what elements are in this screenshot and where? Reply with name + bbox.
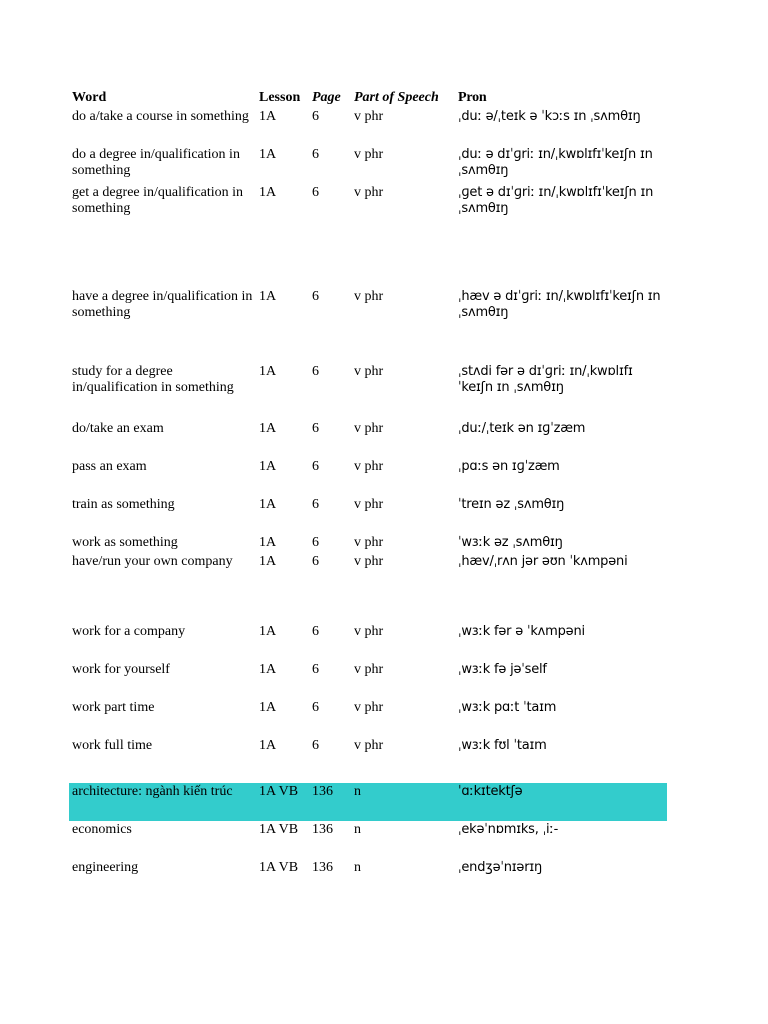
- table-row: [69, 184, 667, 288]
- cell-pron: ˌekəˈnɒmɪks, ˌiː-: [458, 822, 559, 837]
- cell-lesson: 1A: [259, 185, 277, 200]
- header-lesson: Lesson: [259, 90, 301, 105]
- cell-lesson: 1A: [259, 662, 277, 677]
- cell-part-of-speech: v phr: [354, 421, 384, 436]
- table-row: [69, 288, 667, 363]
- cell-part-of-speech: v phr: [354, 662, 384, 677]
- cell-pron: ˌwɜːk fə jəˈself: [458, 662, 547, 677]
- cell-part-of-speech: v phr: [354, 364, 384, 379]
- table-row: [69, 737, 667, 783]
- cell-pron: ˈwɜːk əz ˌsʌmθɪŋ: [458, 535, 563, 550]
- table-body: [69, 108, 667, 897]
- cell-page: 6: [312, 364, 319, 379]
- cell-page: 6: [312, 459, 319, 474]
- cell-pron: ˌhæv ə dɪˈɡriː ɪn/ˌkwɒlɪfɪˈkeɪʃn ɪn ˌsʌmθɪŋ: [458, 289, 661, 320]
- cell-page: 136: [312, 860, 333, 875]
- cell-word: work as something: [72, 535, 178, 550]
- header-pron: Pron: [458, 90, 487, 105]
- cell-part-of-speech: n: [354, 822, 361, 837]
- table-row: [69, 458, 667, 496]
- cell-pron: ˌduː ə dɪˈɡriː ɪn/ˌkwɒlɪfɪˈkeɪʃn ɪn ˌsʌmθɪŋ: [458, 147, 653, 178]
- cell-word: have a degree in/qualification in something: [72, 289, 253, 320]
- cell-pron: ˌstʌdi fər ə dɪˈɡriː ɪn/ˌkwɒlɪfɪˈkeɪʃn ɪn ˌsʌmθɪŋ: [458, 364, 633, 395]
- cell-part-of-speech: v phr: [354, 554, 384, 569]
- table-row: [69, 553, 667, 623]
- cell-page: 6: [312, 662, 319, 677]
- header-page: Page: [312, 90, 341, 105]
- table-row: [69, 859, 667, 897]
- cell-page: 136: [312, 784, 333, 799]
- cell-pron: ˈtreɪn əz ˌsʌmθɪŋ: [458, 497, 565, 512]
- cell-word: train as something: [72, 497, 175, 512]
- cell-pron: ˌhæv/ˌrʌn jər əʊn ˈkʌmpəni: [458, 554, 628, 569]
- cell-page: 6: [312, 421, 319, 436]
- table-row: [69, 108, 667, 146]
- cell-pron: ˌɡet ə dɪˈɡriː ɪn/ˌkwɒlɪfɪˈkeɪʃn ɪn ˌsʌmθɪŋ: [458, 185, 654, 216]
- cell-page: 6: [312, 497, 319, 512]
- cell-part-of-speech: n: [354, 784, 361, 799]
- cell-part-of-speech: v phr: [354, 535, 384, 550]
- table-row: [69, 534, 667, 553]
- cell-word: pass an exam: [72, 459, 147, 474]
- cell-lesson: 1A VB: [259, 784, 299, 799]
- cell-word: engineering: [72, 860, 139, 875]
- cell-part-of-speech: v phr: [354, 497, 384, 512]
- cell-part-of-speech: v phr: [354, 289, 384, 304]
- cell-lesson: 1A: [259, 738, 277, 753]
- cell-word: work full time: [72, 738, 153, 753]
- cell-part-of-speech: v phr: [354, 109, 384, 124]
- cell-lesson: 1A: [259, 700, 277, 715]
- cell-page: 6: [312, 624, 319, 639]
- cell-part-of-speech: v phr: [354, 700, 384, 715]
- cell-pron: ˌpɑːs ən ɪɡˈzæm: [458, 459, 560, 474]
- table-row: [69, 623, 667, 661]
- cell-lesson: 1A: [259, 147, 277, 162]
- vocabulary-table: [69, 88, 667, 897]
- table-row: [69, 783, 667, 821]
- header-part-of-speech: Part of Speech: [354, 90, 439, 105]
- cell-pron: ˌwɜːk fʊl ˈtaɪm: [458, 738, 547, 753]
- cell-pron: ˌduː/ˌteɪk ən ɪɡˈzæm: [458, 421, 586, 436]
- cell-lesson: 1A: [259, 535, 277, 550]
- cell-lesson: 1A: [259, 109, 277, 124]
- cell-lesson: 1A VB: [259, 860, 299, 875]
- cell-page: 6: [312, 185, 319, 200]
- cell-pron: ˈɑːkɪtektʃə: [458, 784, 523, 799]
- cell-lesson: 1A: [259, 289, 277, 304]
- cell-page: 6: [312, 738, 319, 753]
- table-row: [69, 363, 667, 420]
- cell-word: do a/take a course in something: [72, 109, 249, 124]
- cell-part-of-speech: v phr: [354, 624, 384, 639]
- cell-word: do/take an exam: [72, 421, 164, 436]
- cell-word: have/run your own company: [72, 554, 233, 569]
- cell-part-of-speech: v phr: [354, 738, 384, 753]
- table-header: [69, 88, 667, 108]
- table-row: [69, 821, 667, 859]
- table-row: [69, 496, 667, 534]
- table-row: [69, 699, 667, 737]
- cell-word: architecture: ngành kiến trúc: [72, 784, 233, 799]
- cell-pron: ˌwɜːk fər ə ˈkʌmpəni: [458, 624, 585, 639]
- cell-part-of-speech: v phr: [354, 459, 384, 474]
- cell-page: 6: [312, 554, 319, 569]
- cell-page: 6: [312, 535, 319, 550]
- cell-word: do a degree in/qualification in something: [72, 147, 240, 178]
- cell-lesson: 1A: [259, 459, 277, 474]
- cell-page: 6: [312, 700, 319, 715]
- table-row: [69, 661, 667, 699]
- cell-pron: ˌduː ə/ˌteɪk ə ˈkɔːs ɪn ˌsʌmθɪŋ: [458, 109, 641, 124]
- table-row: [69, 146, 667, 184]
- cell-part-of-speech: v phr: [354, 185, 384, 200]
- cell-page: 136: [312, 822, 333, 837]
- cell-part-of-speech: v phr: [354, 147, 384, 162]
- cell-pron: ˌendʒəˈnɪərɪŋ: [458, 860, 543, 875]
- cell-page: 6: [312, 289, 319, 304]
- cell-lesson: 1A: [259, 554, 277, 569]
- cell-word: work part time: [72, 700, 155, 715]
- cell-lesson: 1A: [259, 421, 277, 436]
- cell-lesson: 1A: [259, 624, 277, 639]
- cell-word: get a degree in/qualification in something: [72, 185, 244, 216]
- cell-lesson: 1A VB: [259, 822, 299, 837]
- header-word: Word: [72, 90, 107, 105]
- cell-word: work for a company: [72, 624, 186, 639]
- cell-word: work for yourself: [72, 662, 170, 677]
- cell-part-of-speech: n: [354, 860, 361, 875]
- cell-word: economics: [72, 822, 132, 837]
- cell-lesson: 1A: [259, 497, 277, 512]
- cell-lesson: 1A: [259, 364, 277, 379]
- cell-page: 6: [312, 147, 319, 162]
- table-row: [69, 420, 667, 458]
- cell-pron: ˌwɜːk pɑːt ˈtaɪm: [458, 700, 557, 715]
- cell-page: 6: [312, 109, 319, 124]
- cell-word: study for a degree in/qualification in something: [72, 364, 234, 395]
